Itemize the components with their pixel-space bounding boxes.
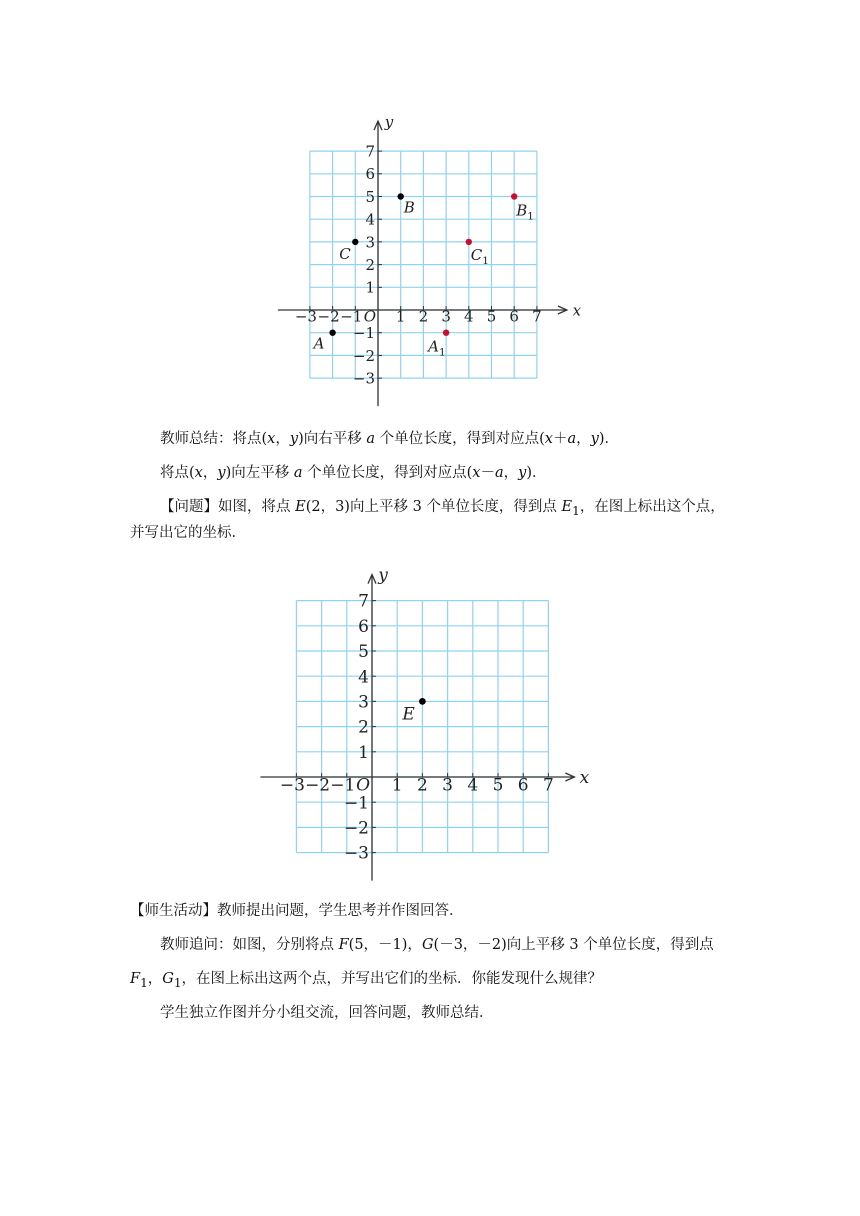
- x-tick-label: −3: [294, 307, 317, 326]
- coordinate-figure-translation: [270, 113, 582, 416]
- x-axis-label: x: [579, 767, 590, 788]
- x-tick-label: 5: [486, 307, 497, 326]
- x-tick-label: −2: [317, 307, 340, 326]
- y-tick-label: −3: [343, 843, 369, 864]
- y-tick-label: 1: [365, 278, 375, 297]
- x-tick-label: 6: [517, 775, 529, 796]
- point-e: [419, 698, 426, 705]
- y-tick-label: −2: [352, 346, 375, 365]
- x-tick-label: 3: [441, 307, 451, 326]
- y-tick-label: 7: [365, 142, 375, 161]
- point-label-b1: $B_1$: [516, 201, 534, 223]
- y-tick-label: 7: [358, 591, 369, 612]
- x-tick-label: 4: [464, 307, 474, 326]
- x-tick-label: 2: [416, 775, 428, 796]
- problem-statement-continued: 并写出它的坐标．: [130, 525, 246, 541]
- x-tick-label: −1: [340, 307, 363, 326]
- x-tick-label: 1: [391, 775, 403, 796]
- x-tick-label: −3: [279, 775, 305, 796]
- y-tick-label: −1: [343, 793, 369, 814]
- origin-label: O: [356, 775, 370, 796]
- y-tick-label: 3: [365, 233, 375, 252]
- point-label-a1: $A_1$: [428, 337, 446, 359]
- student-group-work: 学生独立作图并分小组交流，回答问题，教师总结．: [160, 1005, 494, 1021]
- point-c1: [466, 239, 472, 245]
- x-tick-label: 4: [467, 775, 479, 796]
- grid: [296, 601, 548, 853]
- y-tick-label: −2: [343, 818, 369, 839]
- point-a: [329, 330, 335, 336]
- y-axis-label: y: [378, 565, 388, 586]
- y-axis-label: y: [384, 113, 394, 132]
- x-tick-label: −1: [330, 775, 356, 796]
- y-tick-label: 4: [365, 210, 375, 229]
- x-tick-label: −2: [305, 775, 331, 796]
- point-label-e: E: [402, 704, 415, 725]
- x-axis-label: x: [572, 301, 582, 320]
- teacher-follow-up-question: 教师追问：如图，分别将点 F(5，－1)，G(－3，－2)向上平移 3 个单位长度，得到点: [160, 937, 714, 953]
- point-label-a: A: [313, 334, 325, 353]
- point-b1: [511, 193, 517, 199]
- coordinate-figure-point-e: [250, 566, 590, 892]
- teacher-summary-right-shift: 教师总结：将点(x，y)向右平移 a 个单位长度，得到对应点(x＋a，y)．: [160, 431, 619, 447]
- y-tick-label: −3: [352, 369, 375, 388]
- point-label-b: B: [403, 198, 415, 217]
- x-tick-label: 3: [442, 775, 454, 796]
- point-label-c1: $C_1$: [470, 245, 489, 267]
- teacher-student-activity: 【师生活动】教师提出问题，学生思考并作图回答．: [130, 903, 464, 919]
- y-tick-label: 1: [358, 742, 369, 763]
- x-tick-label: 6: [509, 307, 519, 326]
- point-label-c: C: [339, 244, 351, 263]
- y-tick-label: 6: [365, 165, 375, 184]
- teacher-follow-up-question-continued: $F_1$，$G_1$，在图上标出这两个点，并写出它们的坐标．你能发现什么规律？: [130, 971, 603, 990]
- x-tick-label: 7: [542, 775, 554, 796]
- x-tick-label: 5: [492, 775, 504, 796]
- problem-statement: 【问题】如图，将点 E(2，3)向上平移 3 个单位长度，得到点 $E_1$，在图上标出这个点，: [160, 499, 725, 518]
- y-tick-label: 6: [358, 616, 369, 637]
- y-tick-label: 3: [358, 692, 369, 713]
- x-tick-label: 2: [418, 307, 429, 326]
- point-a1: [443, 330, 449, 336]
- origin-label: O: [363, 307, 376, 326]
- y-tick-label: 5: [365, 187, 375, 206]
- point-c: [352, 239, 358, 245]
- y-tick-label: −1: [352, 324, 375, 343]
- y-tick-label: 2: [358, 717, 369, 738]
- teacher-summary-left-shift: 将点(x，y)向左平移 a 个单位长度，得到对应点(x－a，y)．: [160, 465, 547, 481]
- y-tick-label: 4: [358, 667, 369, 688]
- x-tick-label: 1: [395, 307, 406, 326]
- y-tick-label: 5: [358, 642, 369, 663]
- x-tick-label: 7: [532, 307, 542, 326]
- y-tick-label: 2: [365, 256, 375, 274]
- grid: [310, 151, 537, 378]
